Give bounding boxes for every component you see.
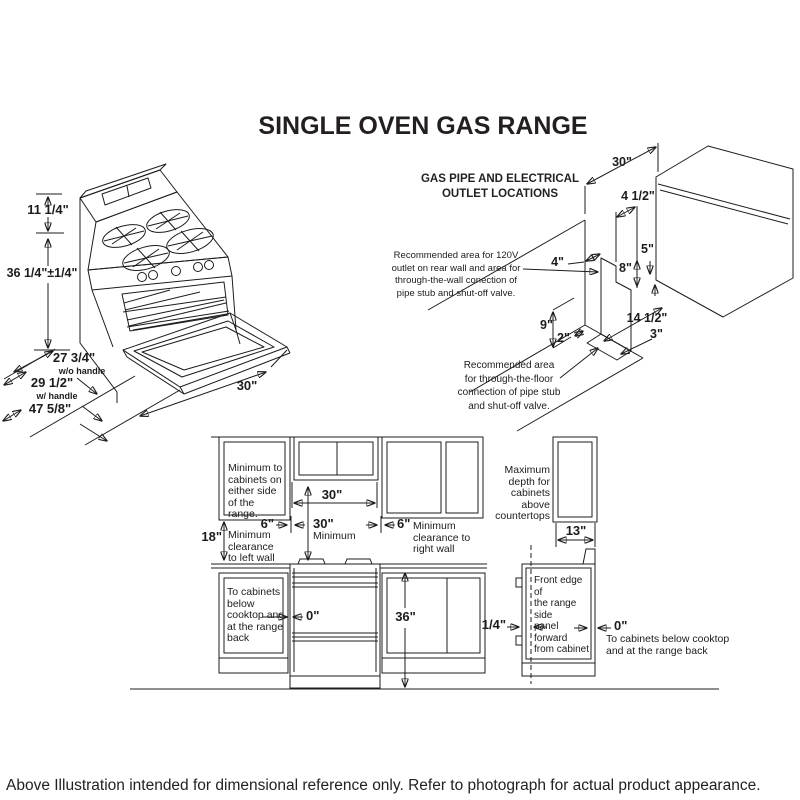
dim-right-clearance: 6" (397, 516, 411, 531)
dim-range-width: 30" (236, 378, 258, 393)
right-wall-note: Minimum clearance to right wall (413, 520, 471, 555)
upper-cabinet-middle (294, 437, 378, 480)
dim-depth-w-handle: 29 1/2" (30, 375, 74, 390)
base-cabinet-note: To cabinets below cooktop and at the range back (227, 586, 285, 644)
adjacent-cabinet (656, 146, 793, 317)
dim-depth-door-open: 47 5/8" (28, 401, 72, 416)
dim-upper-cabinet-width: 30" (321, 487, 343, 502)
range-front-view (290, 559, 380, 688)
dim-floor-width: 14 1/2" (626, 311, 668, 325)
oven-racks (123, 290, 229, 330)
page-title: SINGLE OVEN GAS RANGE (258, 112, 588, 140)
gas-diagram-title-line2: OUTLET LOCATIONS (441, 187, 559, 200)
wall-outlet-note: Recommended area for 120V outlet on rear wall and area for through-the-wall conection of pipe stub and shut-off valve. (391, 250, 521, 299)
max-depth-note: Maximum depth for cabinets above countertops (495, 464, 550, 522)
gas-diagram-title-line1: GAS PIPE AND ELECTRICAL (420, 173, 580, 185)
dim-left-clearance: 6" (260, 516, 274, 531)
burner-grates (100, 205, 216, 275)
dim-cooktop-to-cabinet: 30" (313, 516, 334, 531)
left-wall-note: Minimum clearance to left wall (228, 529, 275, 564)
dim-depth-wo-handle-note: w/o handle (58, 366, 106, 376)
front-edge-note: Front edge of the range side panel forward from cabinet (534, 575, 590, 655)
dim-cooktop-to-cabinet-note: Minimum (313, 530, 356, 542)
floor-outlet-note: Recommended area for through-the-floor connection of pipe stub and shut-off valve. (457, 360, 561, 412)
upper-cabinet-right (382, 437, 483, 518)
dim-area-height-upper: 8" (619, 261, 632, 275)
dim-quarter-inch: 1/4" (481, 617, 506, 632)
dim-zero-right: 0" (614, 618, 628, 633)
dim-overall-height: 36 1/4"±1/4" (6, 266, 78, 280)
control-knobs (138, 261, 214, 282)
dim-area-offset-left: 4" (551, 255, 564, 269)
dim-side-cabinet-height: 18" (201, 529, 222, 544)
dim-area-offset-top: 4 1/2" (621, 189, 655, 203)
dim-depth-w-handle-note: w/ handle (36, 391, 78, 401)
dim-area-height-lower: 9" (540, 318, 553, 332)
upper-cabinet-side-view (553, 437, 597, 522)
zero-right-note: To cabinets below cooktop and at the range back (606, 633, 730, 657)
dim-depth-wo-handle: 27 3/4" (52, 350, 96, 365)
dim-upper-cabinet-depth: 13" (565, 523, 587, 538)
dim-floor-depth: 3" (650, 327, 663, 341)
dim-right-gap: 5" (641, 242, 654, 256)
dim-counter-height: 36" (392, 610, 419, 623)
gas-diagram-title (398, 172, 602, 201)
side-cabinet-note: Minimum to cabinets on either side of the range. (228, 462, 283, 520)
dim-backsplash-height: 11 1/4" (27, 202, 69, 217)
dim-floor-gap: 2" (557, 331, 570, 345)
dim-opening-width: 30" (612, 155, 632, 169)
dim-zero-left: 0" (306, 608, 320, 623)
footnote: Above Illustration intended for dimensional reference only. Refer to photograph for actual product appearance. (6, 777, 761, 794)
